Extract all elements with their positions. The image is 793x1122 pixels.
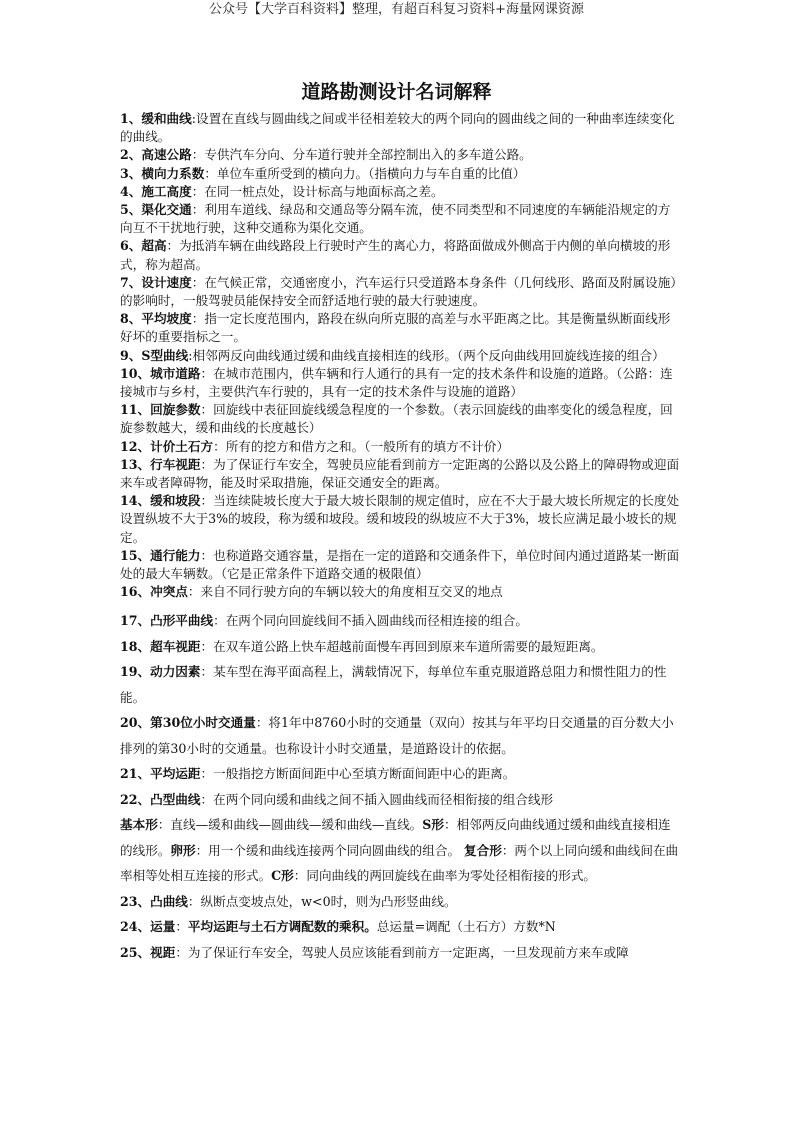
definition-19: 19、动力因素：某车型在海平面高程上，满载情况下，每单位车重克服道路总阻力和惯性阻力的性能。: [120, 664, 667, 705]
definition-18: 18、超车视距：在双车道公路上快车超越前面慢车再回到原来车道所需要的最短距离。: [120, 638, 604, 654]
term: 2、高速公路: [120, 147, 192, 163]
definition-text: 利用车道线、绿岛和交通岛等分隔车流，使不同类型和不同速度的车辆能沿规定的方向互不干扰地行驶，这种交通称为渠化交通。: [120, 202, 671, 236]
definition-10: 10、城市道路：在城市范围内，供车辆和行人通行的具有一定的技术条件和设施的道路。（公路：连接城市与乡村，主要供汽车行驶的，具有一定的技术条件与设施的道路）: [120, 365, 673, 400]
definition-text: 也称道路交通容量，是指在一定的道路和交通条件下，单位时间内通过道路某一断面处的最大车辆数。（它是正常条件下道路交通的极限值）: [120, 547, 680, 582]
definition-text: 来自不同行驶方向的车辆以较大的角度相互交叉的地点: [200, 584, 503, 600]
definition-text: 为了保证行车安全，驾驶员应能看到前方一定距离的公路以及公路上的障碍物或迎面来车或者障碍物，能及时采取措施，保证交通安全的距离。: [120, 456, 680, 491]
term: 12、计价土石方: [120, 438, 214, 454]
term: 19、动力因素: [120, 664, 201, 680]
term: 15、通行能力: [120, 547, 201, 563]
definition-16: 16、冲突点：来自不同行驶方向的车辆以较大的角度相互交叉的地点: [120, 584, 503, 600]
term: 20、第30位小时交通量: [120, 715, 256, 731]
definition-text: 将1年中8760小时的交通量（双向）按其与年平均日交通量的百分数大小排列的第30小时的交通量。也称设计小时交通量，是道路设计的依据。: [120, 715, 674, 756]
definition-14: 14、缓和坡段：当连续陡坡长度大于最大坡长限制的规定值时，应在不大于最大坡长所规定的长度处设置纵坡不大于3%的坡段，称为缓和坡段。缓和坡段的纵坡应不大于3%，坡长应满足最小坡长的规定。: [120, 493, 680, 545]
definition-9: 9、S型曲线:相邻两反向曲线通过缓和曲线直接相连的线形。（两个反向曲线用回旋线连接的组合）: [120, 347, 665, 363]
term: 卵形: [170, 842, 196, 858]
term: 14、缓和坡段: [120, 493, 201, 509]
term: 4、施工高度: [120, 183, 192, 199]
definition-25: 25、视距：为了保证行车安全，驾驶人员应该能看到前方一定距离，一旦发现前方来车或障: [120, 944, 629, 960]
definition-21: 21、平均运距：一般指挖方断面间距中心至填方断面间距中心的距离。: [120, 766, 516, 782]
loose-section: [120, 608, 680, 965]
definition-text: 总运量=调配（土石方）方数*N: [376, 919, 556, 935]
definition-13: 13、行车视距：为了保证行车安全，驾驶员应能看到前方一定距离的公路以及公路上的障碍物或迎面来车或者障碍物，能及时采取措施，保证交通安全的距离。: [120, 456, 680, 491]
definition-text: 在气候正常，交通密度小，汽车运行只受道路本身条件（几何线形、路面及附属设施）的影响时，一般驾驶员能保持安全而舒适地行驶的最大行驶速度。: [120, 274, 677, 309]
term: C形: [271, 868, 294, 884]
definition-text: 回旋线中表征回旋线缓急程度的一个参数。（表示回旋线的曲率变化的缓急程度，回旋参数越大，缓和曲线的长度越长）: [120, 402, 673, 436]
definition-2: 2、高速公路：专供汽车分向、分车道行驶并全部控制出入的多车道公路。: [120, 147, 532, 163]
definition-1: 1、缓和曲线:设置在直线与圆曲线之间或半径相差较大的两个同向的圆曲线之间的一种曲率连续变化的曲线。: [120, 111, 675, 145]
term: 21、平均运距: [120, 766, 201, 782]
definition-7: 7、设计速度：在气候正常，交通密度小，汽车运行只受道路本身条件（几何线形、路面及附属设施）的影响时，一般驾驶员能保持安全而舒适地行驶的最大行驶速度。: [120, 274, 677, 309]
term: 17、凸形平曲线: [120, 613, 214, 629]
term: S形: [422, 817, 444, 833]
definition-text: 在城市范围内，供车辆和行人通行的具有一定的技术条件和设施的道路。（公路：连接城市与乡村，主要供汽车行驶的，具有一定的技术条件与设施的道路）: [120, 365, 673, 400]
definition-22: 22、凸型曲线：在两个同向缓和曲线之间不插入圆曲线而径相衔接的组合线形: [120, 791, 554, 807]
definition-text: 在同一桩点处，设计标高与地面标高之差。: [204, 183, 444, 199]
term: 10、城市道路: [120, 365, 201, 381]
term: 24、运量: [120, 919, 176, 935]
page-title: 道路勘测设计名词解释: [301, 81, 492, 103]
definition-11: 11、回旋参数：回旋线中表征回旋线缓急程度的一个参数。（表示回旋线的曲率变化的缓急程度，回旋参数越大，缓和曲线的长度越长）: [120, 402, 673, 436]
definition-8: 8、平均坡度：指一定长度范围内，路段在纵向所克服的高差与水平距离之比。其是衡量纵断面线形好坏的重要指标之一。: [120, 311, 671, 345]
term: 7、设计速度: [120, 274, 192, 290]
definition-text: 在双车道公路上快车超越前面慢车再回到原来车道所需要的最短距离。: [213, 638, 604, 654]
definition-text: 纵断点变坡点处，w<0时，则为凸形竖曲线。: [200, 893, 457, 909]
term: 8、平均坡度: [120, 311, 192, 327]
definition-text: 指一定长度范围内，路段在纵向所克服的高差与水平距离之比。其是衡量纵断面线形好坏的重要指标之一。: [120, 311, 671, 345]
definition-5: 5、渠化交通：利用车道线、绿岛和交通岛等分隔车流，使不同类型和不同速度的车辆能沿规定的方向互不干扰地行驶，这种交通称为渠化交通。: [120, 202, 671, 236]
term: 16、冲突点: [120, 584, 188, 600]
definition-text: 单位车重所受到的横向力。（指横向力与车自重的比值）: [216, 165, 526, 181]
definition-text: 在两个同向缓和曲线之间不插入圆曲线而径相衔接的组合线形: [213, 791, 554, 807]
definition-23: 23、凸曲线：纵断点变坡点处，w<0时，则为凸形竖曲线。: [120, 893, 457, 909]
definition-4: 4、施工高度：在同一桩点处，设计标高与地面标高之差。: [120, 183, 444, 199]
term: 5、渠化交通: [120, 202, 192, 218]
term-emphasis: 平均运距与土石方调配数的乘积。: [187, 919, 377, 935]
definition-12: 12、计价土石方：所有的挖方和借方之和。（一般所有的填方不计价）: [120, 438, 510, 454]
definition-text: 为抵消车辆在曲线路段上行驶时产生的离心力，将路面做成外侧高于内侧的单向横坡的形式，称为超高。: [120, 238, 671, 272]
term: 6、超高: [120, 238, 167, 254]
definition-24: 24、运量：平均运距与土石方调配数的乘积。总运量=调配（土石方）方数*N: [120, 919, 556, 935]
term: 基本形: [120, 817, 158, 833]
definition-text: 某车型在海平面高程上，满载情况下，每单位车重克服道路总阻力和惯性阻力的性能。: [120, 664, 667, 705]
definition-3: 3、横向力系数：单位车重所受到的横向力。（指横向力与车自重的比值）: [120, 165, 526, 181]
definition-text: 当连续陡坡长度大于最大坡长限制的规定值时，应在不大于最大坡长所规定的长度处设置纵坡不大于3%的坡段，称为缓和坡段。缓和坡段的纵坡应不大于3%，坡长应满足最小坡长的规定。: [120, 493, 680, 545]
term: 11、回旋参数: [120, 402, 201, 418]
definition-6: 6、超高：为抵消车辆在曲线路段上行驶时产生的离心力，将路面做成外侧高于内侧的单向横坡的形式，称为超高。: [120, 238, 671, 272]
term: 13、行车视距: [120, 456, 201, 472]
definition-text: 在两个同向回旋线间不插入圆曲线而径相连接的组合。: [225, 613, 528, 629]
definition-text: 一般指挖方断面间距中心至填方断面间距中心的距离。: [213, 766, 516, 782]
definition-text: 相邻两反向曲线通过缓和曲线直接相连的线形。（两个反向曲线用回旋线连接的组合）: [192, 347, 665, 363]
term: 22、凸型曲线: [120, 791, 201, 807]
curve-shapes: 基本形：直线—缓和曲线—圆曲线—缓和曲线—直线。S形：相邻两反向曲线通过缓和曲线直接相连的线形。卵形：用一个缓和曲线连接两个同向圆曲线的组合。 复合形：两个以上同向缓和曲线间在曲率相等处相互连接的形式。C形：同向曲线的两回旋线在曲率为零处径相衔接的形式。: [120, 817, 679, 884]
term: 23、凸曲线: [120, 893, 188, 909]
term: 9、S型曲线: [120, 347, 189, 363]
definition-15: 15、通行能力：也称道路交通容量，是指在一定的道路和交通条件下，单位时间内通过道路某一断面处的最大车辆数。（它是正常条件下道路交通的极限值）: [120, 547, 680, 582]
document-body: [120, 110, 680, 965]
definition-text: 专供汽车分向、分车道行驶并全部控制出入的多车道公路。: [204, 147, 532, 163]
term: 3、横向力系数: [120, 165, 205, 181]
definition-text: 设置在直线与圆曲线之间或半径相差较大的两个同向的圆曲线之间的一种曲率连续变化的曲线。: [120, 111, 675, 145]
term: 18、超车视距: [120, 638, 201, 654]
definition-text: 所有的挖方和借方之和。（一般所有的填方不计价）: [225, 438, 510, 454]
definition-20: 20、第30位小时交通量：将1年中8760小时的交通量（双向）按其与年平均日交通量的百分数大小排列的第30小时的交通量。也称设计小时交通量，是道路设计的依据。: [120, 715, 674, 756]
page-header: 公众号【大学百科资料】整理，有超百科复习资料+海量网课资源: [209, 2, 584, 17]
definition-17: 17、凸形平曲线：在两个同向回旋线间不插入圆曲线而径相连接的组合。: [120, 613, 528, 629]
term: 复合形: [464, 842, 502, 858]
definition-text: 为了保证行车安全，驾驶人员应该能看到前方一定距离，一旦发现前方来车或障: [187, 944, 629, 960]
term: 25、视距: [120, 944, 176, 960]
term: 1、缓和曲线: [120, 111, 192, 126]
